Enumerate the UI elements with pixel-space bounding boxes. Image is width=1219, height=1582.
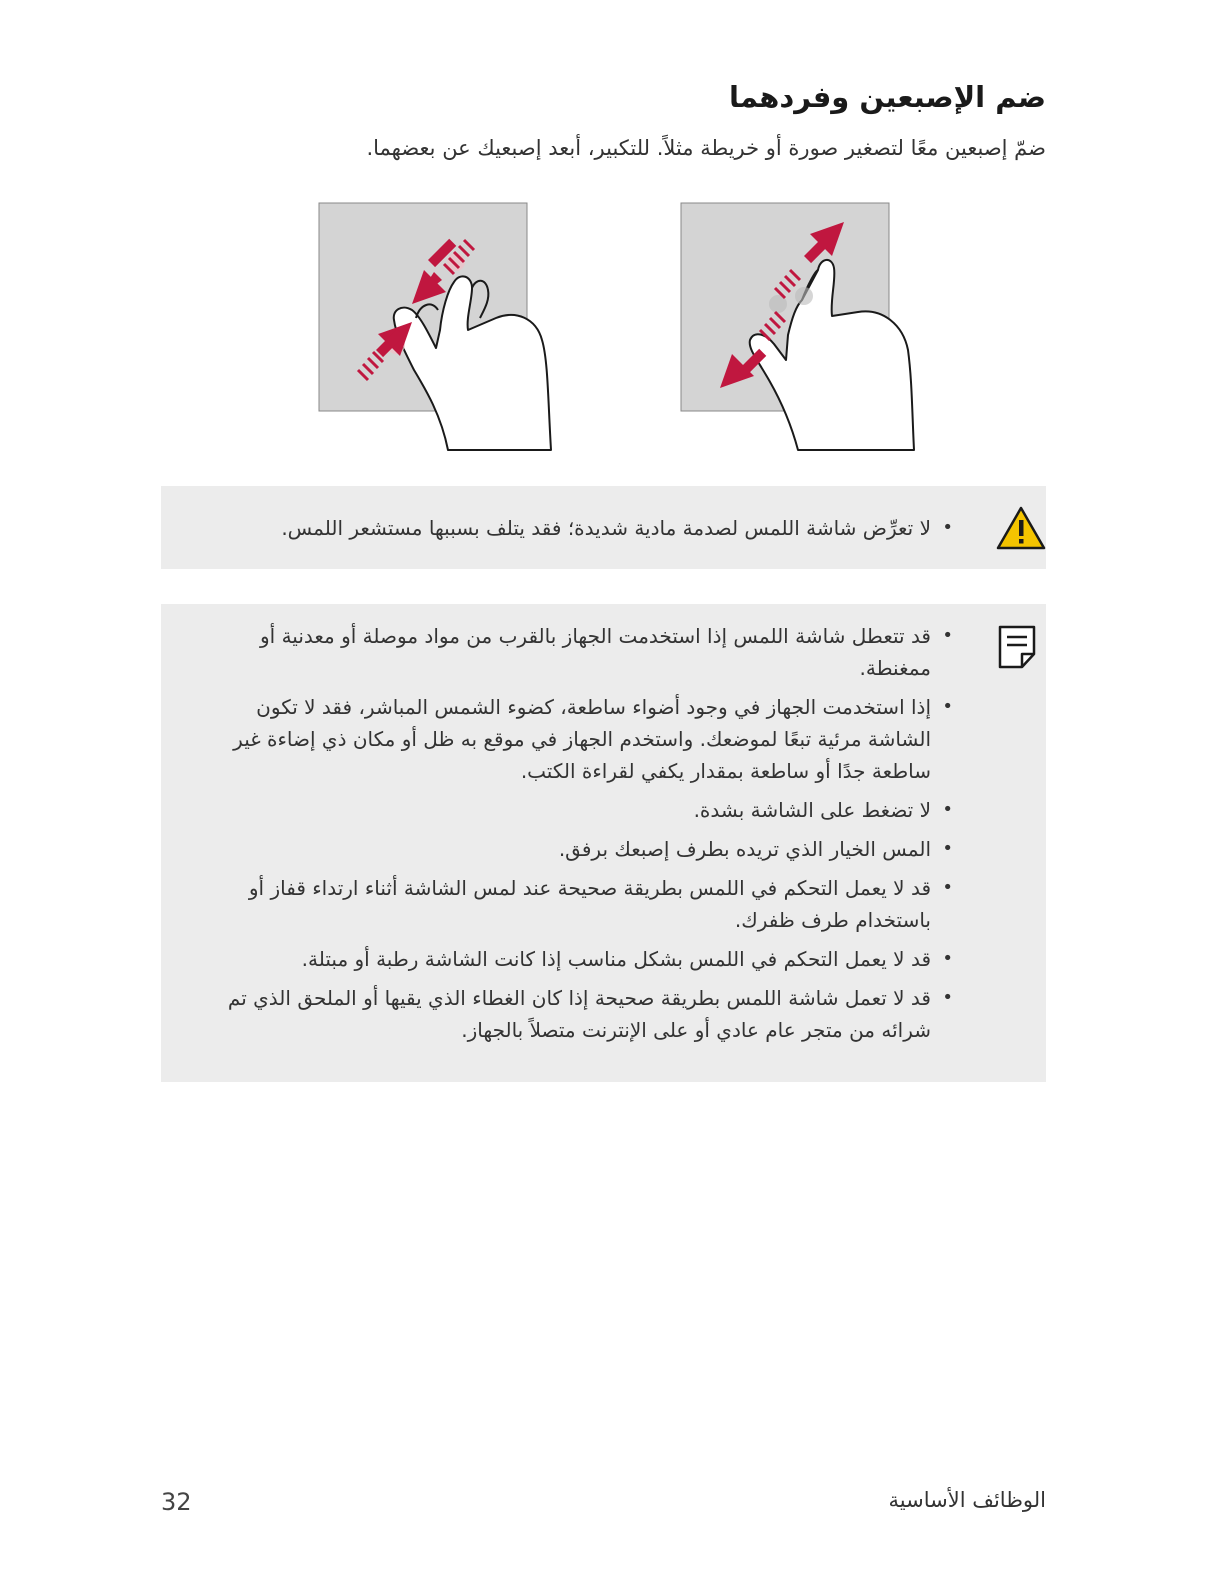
page-number: 32 [161,1488,192,1516]
page-title: ضم الإصبعين وفردهما [728,80,1046,114]
caution-box [161,486,1046,569]
note-item: • المس الخيار الذي تريده بطرف إصبعك برفق. [213,833,953,865]
note-item: • قد لا تعمل شاشة اللمس بطريقة صحيحة إذا كان الغطاء الذي يقيها أو الملحق الذي تم شرائه من متجر عام عادي أو على الإنترنت متصلاً بالجهاز. [213,982,953,1046]
pinch-gesture-illustration [316,200,556,455]
note-item: • قد لا يعمل التحكم في اللمس بطريقة صحيحة عند لمس الشاشة أثناء ارتداء قفاز أو باستخدام طرف ظفرك. [213,872,953,936]
intro-paragraph: ضمّ إصبعين معًا لتصغير صورة أو خريطة مثلاً. للتكبير، أبعد إصبعيك عن بعضهما. [366,136,1046,160]
note-box [161,604,1046,1082]
note-item: • إذا استخدمت الجهاز في وجود أضواء ساطعة، كضوء الشمس المباشر، فقد لا تكون الشاشة مرئية تبعًا لموضعك. واستخدم الجهاز في موقع به ظل أو مكان ذي إضاءة غير ساطعة جدًا أو ساطعة بمقدار يكفي لقراءة الكتب. [213,691,953,787]
note-item: • قد لا يعمل التحكم في اللمس بشكل مناسب إذا كانت الشاشة رطبة أو مبتلة. [213,943,953,975]
note-icon [997,624,1037,670]
caution-list [213,512,953,551]
warning-triangle-icon [996,505,1046,551]
note-item: • لا تضغط على الشاشة بشدة. [213,794,953,826]
spread-gesture-illustration [678,200,923,455]
note-list [213,620,953,1053]
note-item: • قد تتعطل شاشة اللمس إذا استخدمت الجهاز بالقرب من مواد موصلة أو معدنية أو ممغنطة. [213,620,953,684]
caution-item: • لا تعرِّض شاشة اللمس لصدمة مادية شديدة؛ فقد يتلف بسببها مستشعر اللمس. [213,512,953,544]
footer-section-title: الوظائف الأساسية [888,1488,1046,1512]
